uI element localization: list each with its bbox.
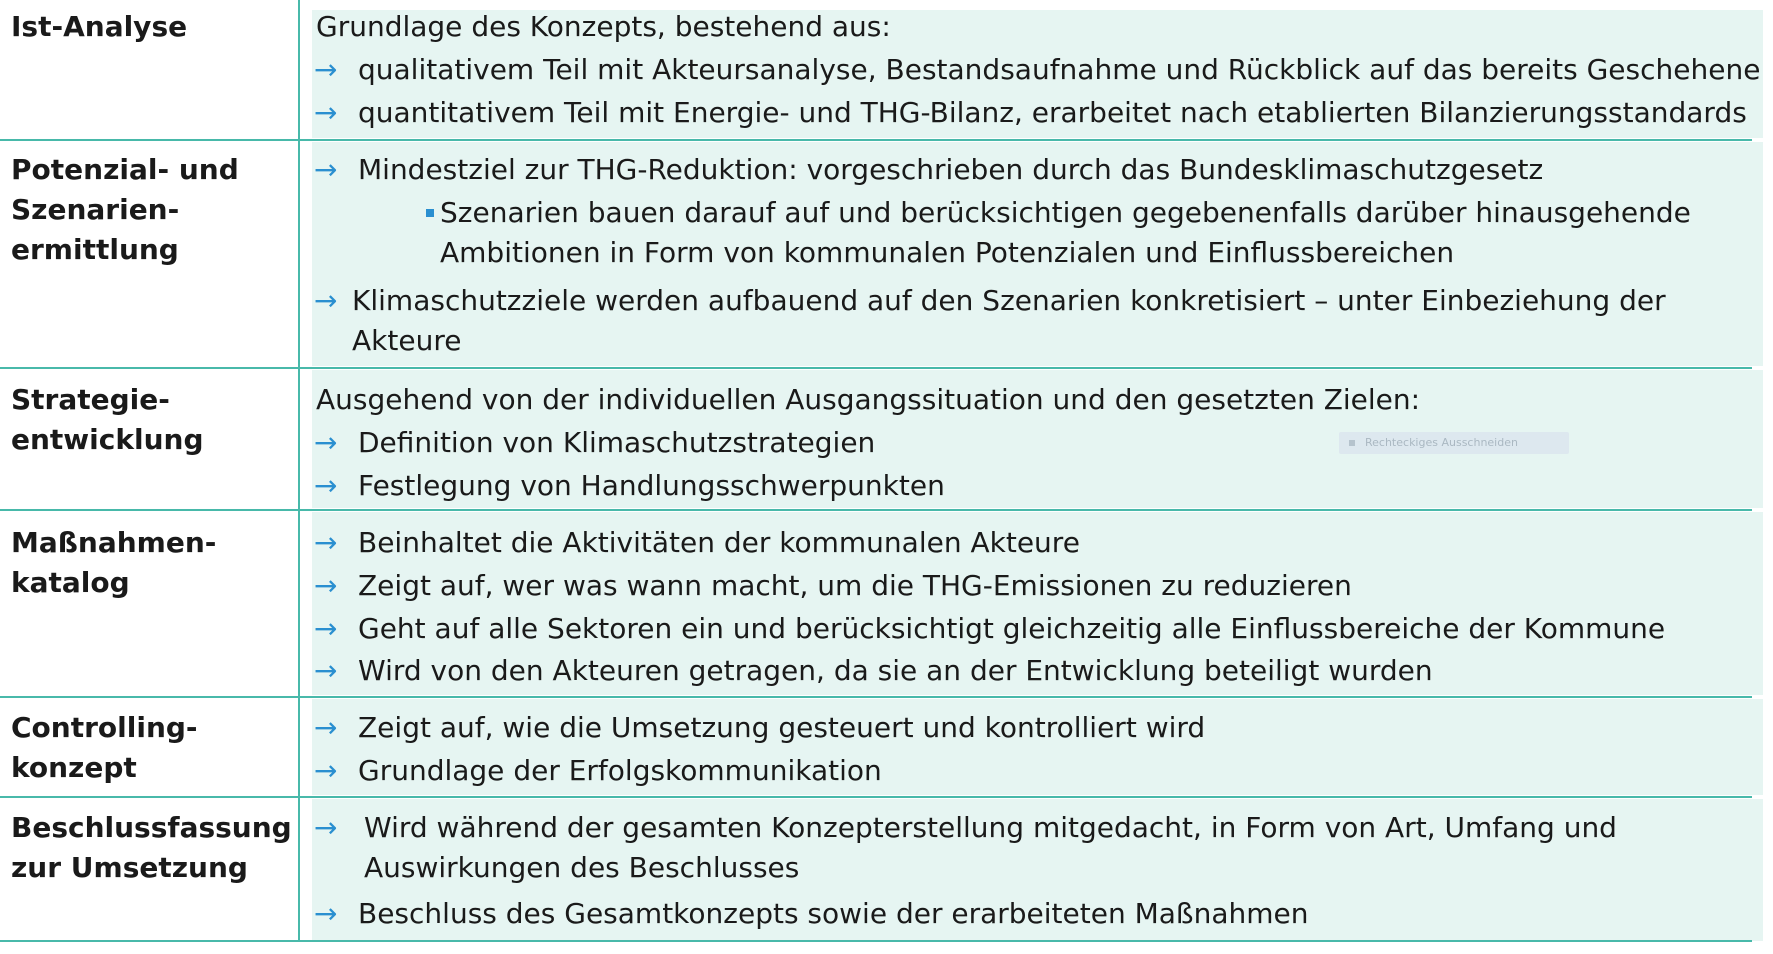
arrow-icon: → [314, 711, 338, 744]
scissors-icon [1349, 440, 1355, 446]
row-label-line: katalog [11, 566, 130, 599]
arrow-icon: → [314, 654, 338, 687]
row-label-line: entwicklung [11, 423, 204, 456]
row-intro-text: Grundlage des Konzepts, bestehend aus: [316, 10, 891, 43]
arrow-icon: → [314, 96, 338, 129]
arrow-icon: → [314, 153, 338, 186]
row-label-controlling [11, 708, 291, 788]
snip-tooltip [1339, 432, 1569, 454]
row-divider [0, 940, 1752, 942]
column-divider [298, 0, 300, 942]
arrow-icon: → [314, 754, 338, 787]
list-item-continued: Auswirkungen des Beschlusses [364, 851, 800, 884]
arrow-icon: → [314, 526, 338, 559]
row-label-line: ermittlung [11, 233, 179, 266]
list-item: Wird während der gesamten Konzepterstellung mitgedacht, in Form von Art, Umfang und [364, 811, 1617, 844]
list-item: Geht auf alle Sektoren ein und berücksichtigt gleichzeitig alle Einflussbereiche der Kommune [358, 612, 1666, 645]
row-label-strategie [11, 380, 291, 460]
arrow-icon: → [314, 612, 338, 645]
row-label-massnahmen [11, 523, 291, 603]
row-label-beschluss [11, 808, 291, 888]
row-divider [0, 696, 1752, 698]
row-label-line: Beschlussfassung [11, 811, 292, 844]
row-label-ist-analyse [11, 7, 291, 47]
row-label-line: Potenzial- und [11, 153, 239, 186]
row-divider [0, 796, 1752, 798]
row-divider [0, 367, 1752, 369]
list-item: Mindestziel zur THG-Reduktion: vorgeschrieben durch das Bundesklimaschutzgesetz [358, 153, 1544, 186]
sub-list-item: Szenarien bauen darauf auf und berücksichtigen gegebenenfalls darüber hinausgehende [440, 196, 1691, 229]
row-label-line: zur Umsetzung [11, 851, 248, 884]
row-divider [0, 509, 1752, 511]
list-item: Beschluss des Gesamtkonzepts sowie der erarbeiteten Maßnahmen [358, 897, 1309, 930]
row-divider [0, 139, 1752, 141]
list-item: Zeigt auf, wie die Umsetzung gesteuert und kontrolliert wird [358, 711, 1206, 744]
list-item: Definition von Klimaschutzstrategien [358, 426, 876, 459]
snip-tooltip-label: Rechteckiges Ausschneiden [1365, 436, 1518, 449]
list-item: qualitativem Teil mit Akteursanalyse, Bestandsaufnahme und Rückblick auf das bereits Geschehene [358, 53, 1761, 86]
list-item: quantitativem Teil mit Energie- und THG-Bilanz, erarbeitet nach etablierten Bilanzierungsstandards [358, 96, 1747, 129]
row-label-line: konzept [11, 751, 137, 784]
list-item-continued: Akteure [352, 324, 462, 357]
row-label-line: Strategie- [11, 383, 170, 416]
list-item: Festlegung von Handlungsschwerpunkten [358, 469, 945, 502]
list-item: Grundlage der Erfolgskommunikation [358, 754, 882, 787]
row-label-line: Controlling- [11, 711, 198, 744]
row-label-line: Ist-Analyse [11, 10, 188, 43]
list-item: Klimaschutzziele werden aufbauend auf den Szenarien konkretisiert – unter Einbeziehung der [352, 284, 1666, 317]
arrow-icon: → [314, 897, 338, 930]
sub-list-item-continued: Ambitionen in Form von kommunalen Potenzialen und Einflussbereichen [440, 236, 1455, 269]
square-bullet-icon [426, 209, 434, 217]
arrow-icon: → [314, 284, 338, 317]
arrow-icon: → [314, 426, 338, 459]
arrow-icon: → [314, 811, 338, 844]
arrow-icon: → [314, 53, 338, 86]
list-item: Wird von den Akteuren getragen, da sie an der Entwicklung beteiligt wurden [358, 654, 1433, 687]
list-item: Beinhaltet die Aktivitäten der kommunalen Akteure [358, 526, 1080, 559]
row-intro-text: Ausgehend von der individuellen Ausgangssituation und den gesetzten Zielen: [316, 383, 1421, 416]
list-item: Zeigt auf, wer was wann macht, um die THG-Emissionen zu reduzieren [358, 569, 1352, 602]
row-label-line: Maßnahmen- [11, 526, 217, 559]
arrow-icon: → [314, 469, 338, 502]
arrow-icon: → [314, 569, 338, 602]
row-label-line: Szenarien- [11, 193, 180, 226]
row-label-potenzial [11, 150, 291, 270]
